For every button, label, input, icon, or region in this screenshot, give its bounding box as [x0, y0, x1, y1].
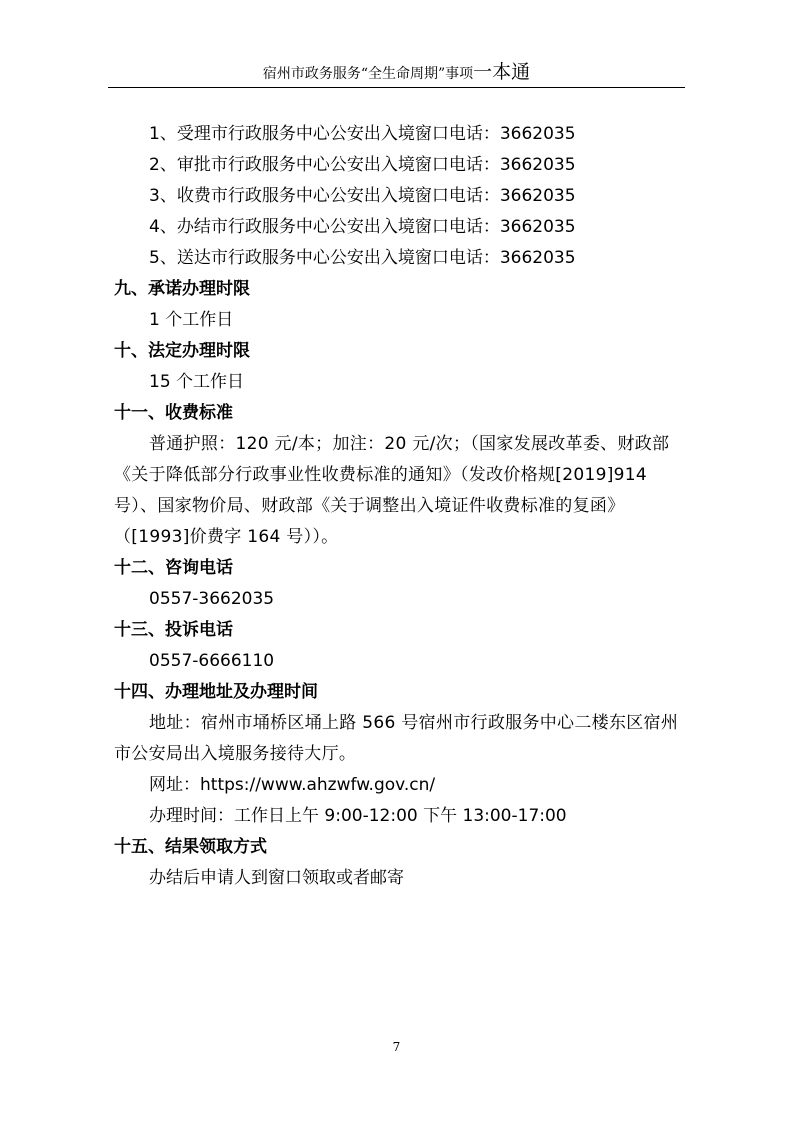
website-text: 网址：https://www.ahzwfw.gov.cn/	[149, 775, 436, 795]
header-divider	[108, 87, 685, 88]
promised-time-text: 1 个工作日	[149, 310, 234, 330]
fees-text: 普通护照：120 元/本；加注：20 元/次；（国家发展改革委、财政部《关于降低部分行政事业性收费标准的通知》（发改价格规[2019]914 号）、国家物价局、财政部《关于调整出入境证件收费标准的复函》（[1993]价费字 164 号））。	[114, 434, 670, 547]
list-item: 3、收费市行政服务中心公安出入境窗口电话：3662035	[149, 186, 576, 206]
page-number: 7	[392, 1040, 401, 1054]
list-item: 5、送达市行政服务中心公安出入境窗口电话：3662035	[149, 248, 576, 268]
list-item: 4、办结市行政服务中心公安出入境窗口电话：3662035	[149, 217, 576, 237]
section-heading-promised-time: 九、承诺办理时限	[114, 279, 250, 299]
section-heading-consult-phone: 十二、咨询电话	[114, 558, 233, 578]
section-heading-address-hours: 十四、办理地址及办理时间	[114, 682, 318, 702]
section-heading-legal-time: 十、法定办理时限	[114, 341, 250, 361]
office-hours-text: 办理时间：工作日上午 9:00-12:00 下午 13:00-17:00	[149, 806, 567, 826]
header-title: 宿州市政务服务“全生命周期”事项	[262, 66, 474, 82]
section-heading-result-pickup: 十五、结果领取方式	[114, 837, 267, 857]
complaint-phone-text: 0557-6666110	[149, 651, 275, 671]
section-heading-fees: 十一、收费标准	[114, 403, 233, 423]
list-item: 1、受理市行政服务中心公安出入境窗口电话：3662035	[149, 124, 576, 144]
section-heading-complaint-phone: 十三、投诉电话	[114, 620, 233, 640]
header-title-tail: 一本通	[473, 61, 531, 83]
list-item: 2、审批市行政服务中心公安出入境窗口电话：3662035	[149, 155, 576, 175]
address-text: 地址：宿州市埇桥区埇上路 566 号宿州市行政服务中心二楼东区宿州市公安局出入境服务接待大厅。	[114, 713, 679, 764]
legal-time-text: 15 个工作日	[149, 372, 245, 392]
consult-phone-text: 0557-3662035	[149, 589, 275, 609]
page-header	[0, 62, 793, 84]
document-body	[114, 119, 689, 894]
result-pickup-text: 办结后申请人到窗口领取或者邮寄	[149, 868, 404, 888]
